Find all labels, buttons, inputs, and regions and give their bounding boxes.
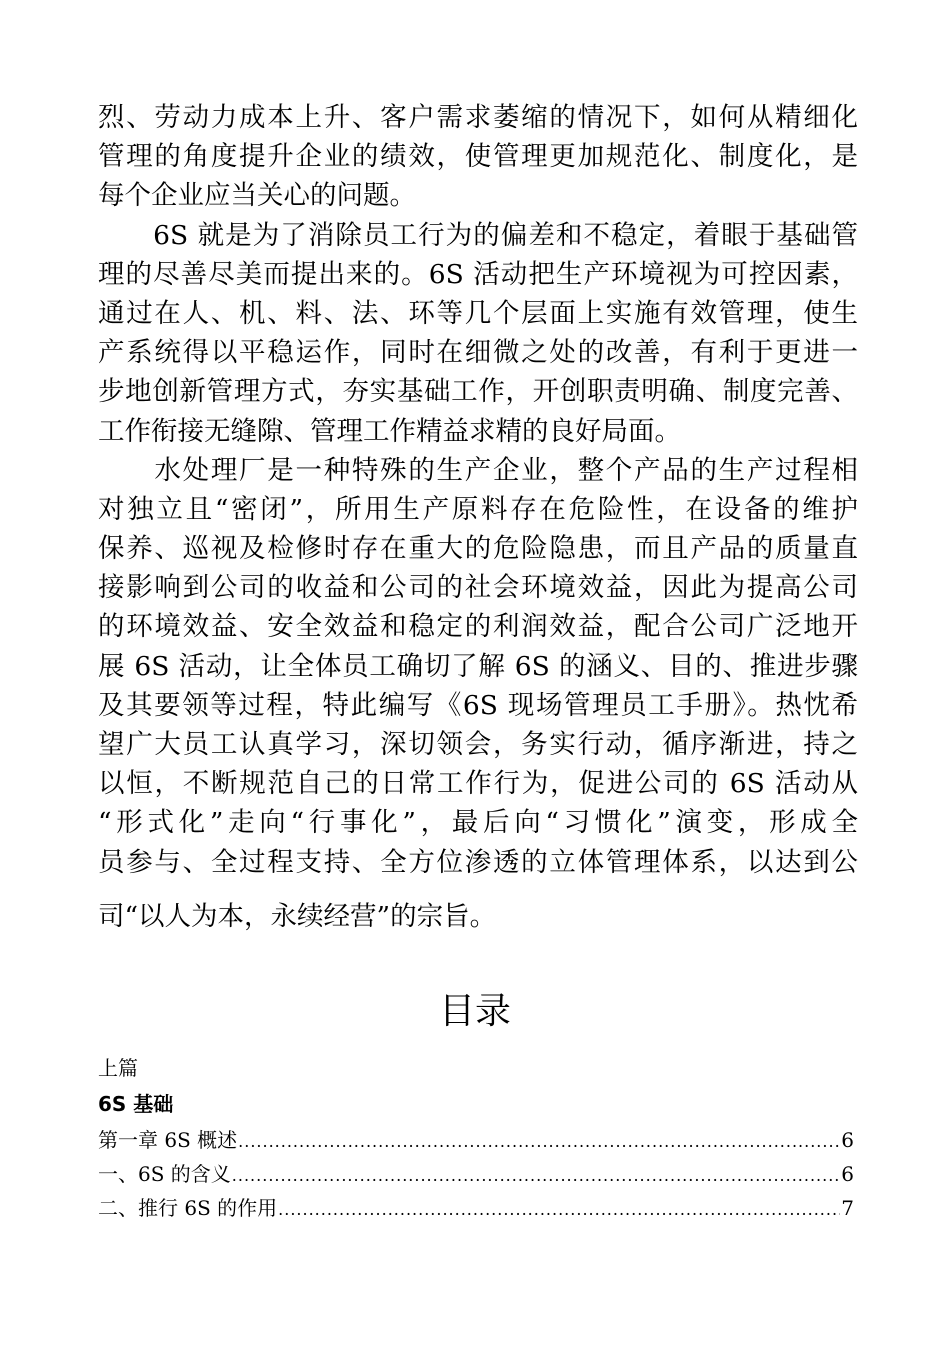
paragraph-line: 通过在人、机、料、法、环等几个层面上实施有效管理，使生 [98,297,858,329]
toc-entry-label: 二、推行 6S 的作用 [98,1196,278,1220]
paragraph-last-line: 司“以人为本，永续经营”的宗旨。 [98,900,497,932]
toc-entry-label: 第一章 6S 概述 [98,1128,238,1152]
toc-entry-label: 一、6S 的含义 [98,1162,231,1186]
paragraph-line: 以恒，不断规范自己的日常工作行为，促进公司的 6S 活动从 [98,768,858,800]
body-text [98,98,858,936]
paragraph-line: 展 6S 活动，让全体员工确切了解 6S 的涵义、目的、推进步骤 [98,650,858,682]
toc-entry-page: 6 [841,1162,854,1186]
toc-title: 目录 [438,991,511,1032]
paragraph-line: 工作衔接无缝隙、管理工作精益求精的良好局面。 [98,415,681,447]
paragraph-line: 理的尽善尽美而提出来的。6S 活动把生产环境视为可控因素， [98,258,858,290]
paragraph-line: 接影响到公司的收益和公司的社会环境效益，因此为提高公司 [98,572,858,604]
toc-leader-dots [238,1124,840,1160]
toc-entry[interactable] [98,1190,854,1224]
table-of-contents [98,1050,854,1224]
toc-entry[interactable] [98,1122,854,1156]
paragraph-line: 员参与、全过程支持、全方位渗透的立体管理体系，以达到公 [98,846,858,878]
paragraph-line: “形式化”走向“行事化”，最后向“习惯化”演变，形成全 [98,807,858,839]
paragraph-line: 管理的角度提升企业的绩效，使管理更加规范化、制度化，是 [98,141,858,173]
paragraph-line: 对独立且“密闭”，所用生产原料存在危险性，在设备的维护 [98,493,858,525]
paragraph-line: 产系统得以平稳运作，同时在细微之处的改善，有利于更进一 [98,337,858,369]
paragraph-line: 水处理厂是一种特殊的生产企业，整个产品的生产过程相 [98,454,858,486]
paragraph-line: 望广大员工认真学习，深切领会，务实行动，循序渐进，持之 [98,729,858,760]
paragraph-line: 步地创新管理方式，夯实基础工作，开创职责明确、制度完善、 [98,376,858,408]
toc-entry-page: 6 [841,1128,854,1152]
paragraph-line: 每个企业应当关心的问题。 [98,180,416,212]
paragraph-line: 及其要领等过程，特此编写《6S 现场管理员工手册》。热忱希 [98,689,858,721]
toc-leader-dots [278,1192,840,1228]
paragraph-line: 6S 就是为了消除员工行为的偏差和不稳定，着眼于基础管 [98,219,858,251]
paragraph-line: 的环境效益、安全效益和稳定的利润效益，配合公司广泛地开 [98,611,858,643]
toc-entry-page: 7 [841,1196,854,1220]
paragraph-line: 烈、劳动力成本上升、客户需求萎缩的情况下，如何从精细化 [98,102,858,133]
toc-entry[interactable] [98,1156,854,1190]
paragraph-line: 保养、巡视及检修时存在重大的危险隐患，而且产品的质量直 [98,533,858,565]
toc-leader-dots [232,1158,840,1194]
toc-part-heading: 上篇 [98,1056,138,1080]
toc-section-heading: 6S 基础 [98,1092,174,1116]
